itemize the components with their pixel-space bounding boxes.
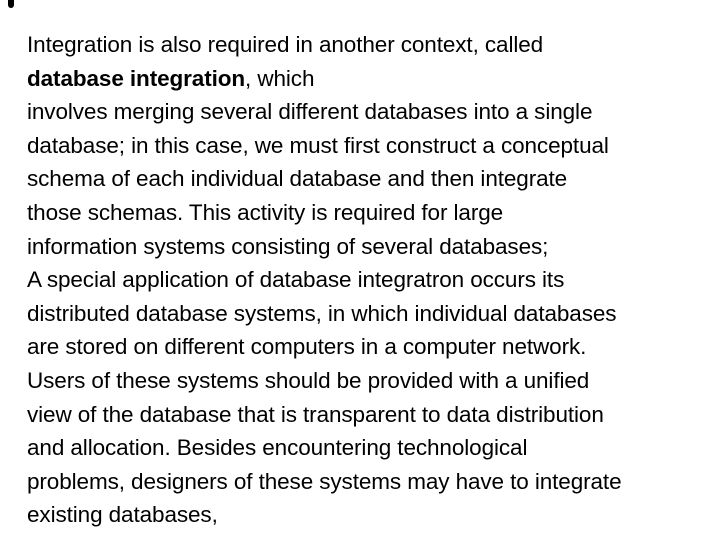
text-line-2 xyxy=(27,62,707,96)
text-line-1: Integration is also required in another context, called xyxy=(27,32,544,57)
text-line-2-rest: , which xyxy=(245,65,315,91)
text-line-14: problems, designers of these systems may have to integrate xyxy=(27,468,622,494)
text-line-12: view of the database that is transparent to data distribution xyxy=(27,401,604,427)
slide-body-text xyxy=(27,28,707,532)
text-line-15: existing databases, xyxy=(27,502,218,528)
text-line-3: involves merging several different databases into a single xyxy=(27,99,593,125)
bold-term: database integration xyxy=(27,65,246,91)
text-line-4: database; in this case, we must first construct a conceptual xyxy=(27,132,609,158)
text-line-13: and allocation. Besides encountering technological xyxy=(27,435,528,461)
text-line-9: distributed database systems, in which individual databases xyxy=(27,300,617,326)
text-line-8: A special application of database integratron occurs its xyxy=(27,267,565,293)
text-line-7: information systems consisting of several databases; xyxy=(27,233,549,259)
bullet-marker xyxy=(8,0,14,8)
text-line-5: schema of each individual database and then integrate xyxy=(27,166,568,192)
text-line-6: those schemas. This activity is required for large xyxy=(27,199,504,225)
text-line-11: Users of these systems should be provided with a unified xyxy=(27,367,590,393)
text-line-10: are stored on different computers in a computer network. xyxy=(27,334,587,360)
